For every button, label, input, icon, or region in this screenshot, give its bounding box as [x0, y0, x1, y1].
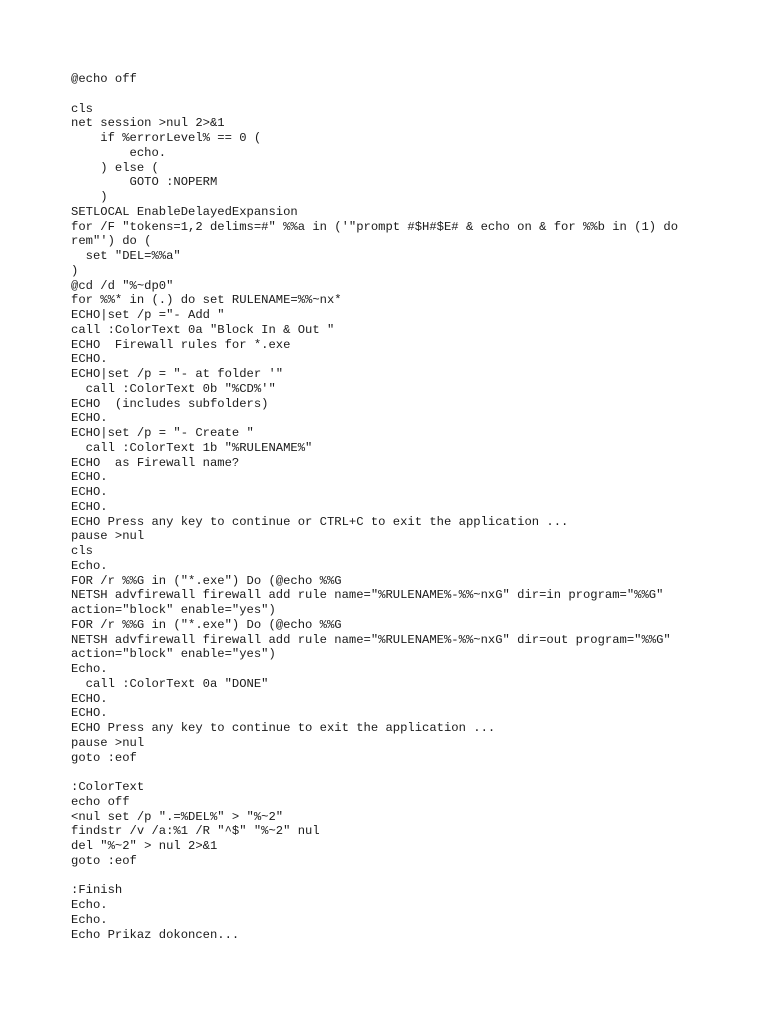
code-line: action="block" enable="yes")	[71, 647, 276, 662]
code-line: ECHO|set /p = "- Create "	[71, 426, 254, 440]
code-line: ECHO.	[71, 499, 108, 514]
code-line: call :ColorText 0a "Block In & Out "	[71, 322, 335, 337]
code-line	[71, 765, 751, 780]
code-line	[71, 87, 751, 102]
code-line: for /F "tokens=1,2 delims=#" %%a in ('"prompt #$H#$E# & echo on & for %%b in (1) do	[71, 219, 679, 234]
code-line: ECHO Firewall rules for *.exe	[71, 337, 291, 352]
code-line: FOR /r %%G in ("*.exe") Do (@echo %%G	[71, 617, 342, 632]
code-line: del "%~2" > nul 2>&1	[71, 839, 218, 853]
code-line: cls	[71, 101, 93, 116]
code-line: echo.	[71, 145, 167, 160]
code-line: goto :eof	[71, 750, 137, 765]
code-line: call :ColorText 1b "%RULENAME%"	[71, 440, 313, 455]
code-line: pause >nul	[71, 735, 145, 750]
code-line: NETSH advfirewall firewall add rule name="%RULENAME%-%%~nxG" dir=in program="%%G"	[71, 588, 664, 603]
code-line: ECHO Press any key to continue or CTRL+C to exit the application ...	[71, 514, 569, 529]
code-line: action="block" enable="yes")	[71, 603, 276, 617]
code-line: set "DEL=%%a"	[71, 249, 181, 263]
code-line: ECHO as Firewall name?	[71, 455, 240, 470]
code-line: net session >nul 2>&1	[71, 116, 225, 131]
code-line: :ColorText	[71, 780, 145, 794]
code-line: NETSH advfirewall firewall add rule name="%RULENAME%-%%~nxG" dir=out program="%%G"	[71, 632, 671, 647]
code-line: ECHO|set /p = "- at folder '"	[71, 367, 284, 381]
code-line: goto :eof	[71, 853, 137, 868]
code-line: Echo.	[71, 558, 108, 573]
code-line: ECHO|set /p ="- Add "	[71, 308, 225, 322]
code-line: Echo.	[71, 898, 108, 912]
code-line: call :ColorText 0b "%CD%'"	[71, 381, 276, 396]
code-line: )	[71, 263, 79, 278]
code-line: <nul set /p ".=%DEL%" > "%~2"	[71, 809, 284, 824]
code-line: call :ColorText 0a "DONE"	[71, 676, 269, 691]
code-block	[71, 72, 751, 942]
code-line: pause >nul	[71, 529, 145, 544]
code-line: @cd /d "%~dp0"	[71, 278, 174, 293]
code-line: for %%* in (.) do set RULENAME=%%~nx*	[71, 293, 342, 308]
code-line: Echo.	[71, 912, 108, 927]
code-line: ECHO.	[71, 352, 108, 367]
code-line: @echo off	[71, 72, 137, 86]
code-line: Echo Prikaz dokoncen...	[71, 927, 240, 942]
code-line: )	[71, 190, 108, 204]
code-line	[71, 869, 751, 884]
code-line: Echo.	[71, 662, 108, 676]
code-line: rem"') do (	[71, 234, 152, 249]
code-line: echo off	[71, 794, 130, 809]
code-line: :Finish	[71, 883, 123, 898]
code-line: if %errorLevel% == 0 (	[71, 131, 262, 145]
code-line: cls	[71, 544, 93, 558]
code-line: ECHO.	[71, 691, 108, 706]
code-line: SETLOCAL EnableDelayedExpansion	[71, 204, 298, 219]
code-line: ECHO Press any key to continue to exit the application ...	[71, 721, 496, 735]
code-line: ECHO.	[71, 470, 108, 485]
code-line: ECHO.	[71, 706, 108, 721]
code-line: ECHO.	[71, 485, 108, 499]
code-line: GOTO :NOPERM	[71, 175, 218, 190]
code-line: ECHO.	[71, 411, 108, 426]
code-line: ) else (	[71, 160, 159, 175]
code-line: ECHO (includes subfolders)	[71, 396, 269, 411]
code-line: findstr /v /a:%1 /R "^$" "%~2" nul	[71, 824, 320, 839]
code-line: FOR /r %%G in ("*.exe") Do (@echo %%G	[71, 573, 342, 588]
